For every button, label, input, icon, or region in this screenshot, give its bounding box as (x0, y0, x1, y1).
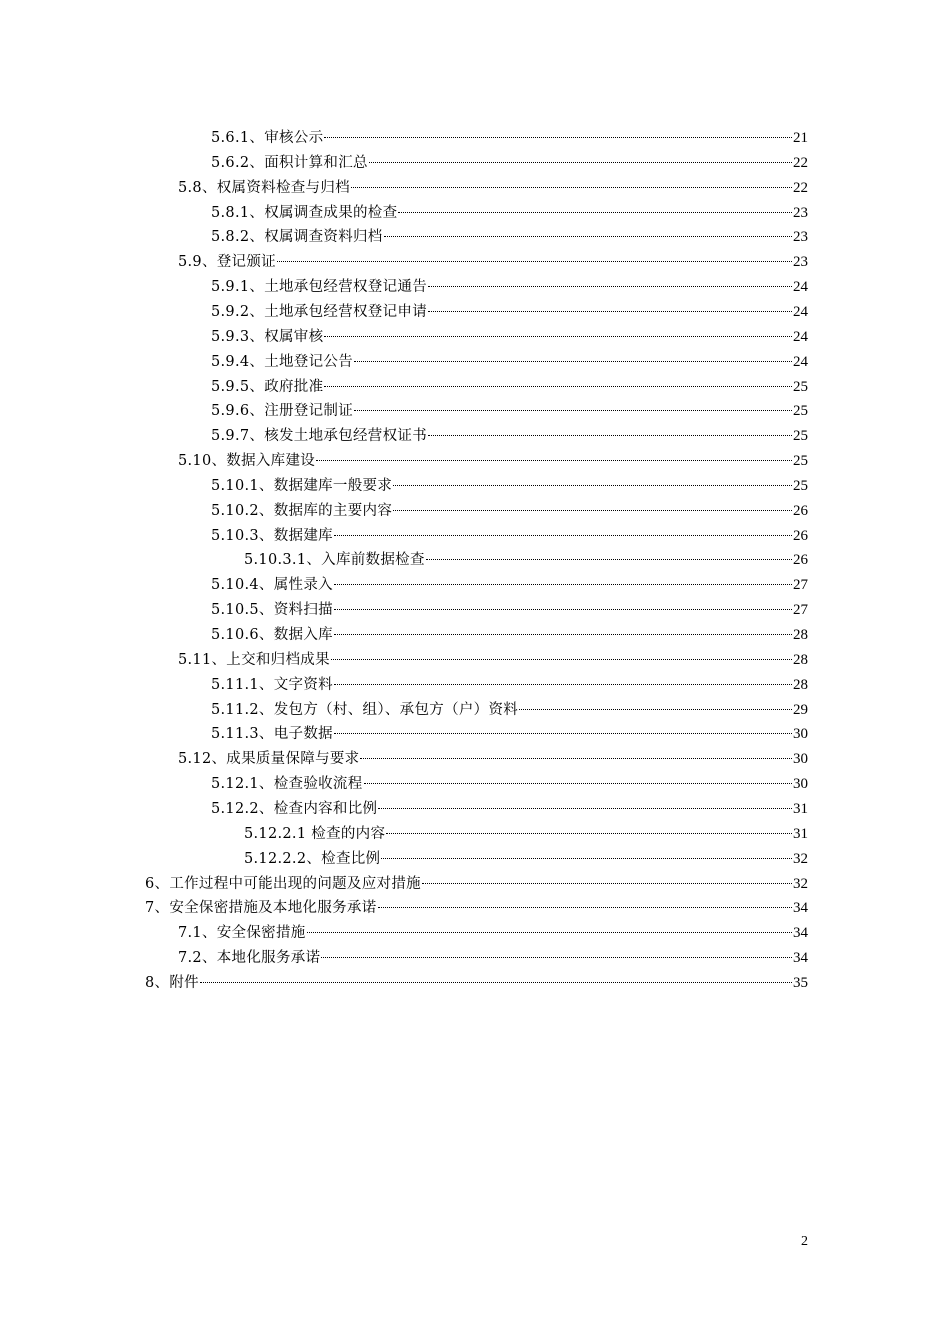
toc-entry-title: 5.12.2.1 检查的内容 (244, 825, 386, 842)
toc-dot-leader (334, 633, 792, 635)
toc-entry[interactable] (211, 275, 808, 299)
toc-entry-title: 5.9.3、权属审核 (211, 328, 324, 345)
toc-entry-title: 5.8.1、权属调查成果的检查 (211, 204, 398, 221)
toc-entry[interactable] (178, 449, 808, 473)
toc-entry-title: 7.1、安全保密措施 (178, 925, 306, 942)
toc-entry[interactable] (211, 375, 808, 399)
toc-entry-page: 30 (793, 726, 808, 743)
toc-entry[interactable] (211, 126, 808, 150)
toc-entry[interactable] (211, 722, 808, 746)
toc-entry-title: 5.10.4、属性录入 (211, 577, 333, 594)
toc-entry-page: 28 (793, 627, 808, 643)
toc-entry[interactable] (178, 648, 808, 672)
toc-entry[interactable] (211, 573, 808, 597)
toc-dot-leader (324, 385, 792, 387)
toc-entry-page: 31 (793, 825, 808, 842)
toc-entry-page: 25 (793, 428, 808, 445)
toc-dot-leader (428, 285, 792, 287)
toc-entry-page: 30 (793, 776, 808, 793)
toc-dot-leader (428, 434, 792, 436)
toc-dot-leader (519, 708, 792, 710)
toc-entry-page: 26 (793, 552, 808, 569)
toc-entry-title: 5.11.2、发包方（村、组）、承包方（户）资料 (211, 701, 519, 718)
toc-entry-title: 5.10.5、资料扫描 (211, 602, 333, 619)
toc-entry[interactable] (211, 623, 808, 647)
toc-entry-title: 5.9.4、土地登记公告 (211, 353, 353, 370)
toc-dot-leader (331, 658, 792, 660)
toc-dot-leader (316, 459, 792, 461)
toc-entry-page: 23 (793, 204, 808, 221)
toc-entry[interactable] (211, 797, 808, 821)
toc-dot-leader (393, 509, 792, 511)
toc-dot-leader (351, 186, 792, 188)
toc-entry-title: 5.8.2、权属调查资料归档 (211, 229, 383, 246)
toc-dot-leader (364, 782, 792, 784)
toc-entry[interactable] (178, 921, 808, 945)
toc-entry[interactable] (244, 822, 808, 846)
toc-entry-page: 32 (793, 875, 808, 892)
toc-entry-page: 25 (793, 403, 808, 420)
toc-entry-page: 31 (793, 800, 808, 817)
toc-entry-title: 5.11、上交和归档成果 (178, 651, 330, 668)
toc-entry-page: 35 (793, 974, 808, 991)
toc-entry-page: 27 (793, 577, 808, 594)
toc-dot-leader (354, 360, 792, 362)
toc-dot-leader (422, 882, 792, 884)
toc-entry[interactable] (211, 524, 808, 548)
toc-dot-leader (334, 534, 792, 536)
toc-entry[interactable] (211, 499, 808, 523)
toc-entry-page: 34 (793, 900, 808, 917)
toc-entry-title: 7.2、本地化服务承诺 (178, 950, 321, 967)
page-number: 2 (801, 1234, 808, 1249)
toc-entry[interactable] (178, 946, 808, 970)
toc-entry-title: 5.9、登记颁证 (178, 254, 276, 271)
toc-entry-title: 5.9.2、土地承包经营权登记申请 (211, 303, 427, 320)
toc-entry-page: 25 (793, 477, 808, 494)
toc-dot-leader (384, 235, 792, 237)
toc-entry-title: 5.10.3、数据建库 (211, 527, 333, 544)
toc-entry-page: 27 (793, 602, 808, 619)
toc-entry[interactable] (145, 872, 808, 896)
toc-dot-leader (334, 583, 792, 585)
toc-entry-page: 29 (793, 701, 808, 718)
toc-entry-page: 26 (793, 527, 808, 544)
toc-entry[interactable] (211, 598, 808, 622)
toc-entry-title: 5.11.1、文字资料 (211, 676, 333, 693)
toc-entry-title: 5.9.6、注册登记制证 (211, 403, 353, 420)
toc-entry[interactable] (211, 399, 808, 423)
toc-entry[interactable] (211, 673, 808, 697)
toc-dot-leader (381, 857, 792, 859)
toc-entry[interactable] (244, 548, 808, 572)
toc-entry-title: 5.12.2.2、检查比例 (244, 850, 381, 867)
toc-entry[interactable] (178, 747, 808, 771)
toc-entry[interactable] (178, 176, 808, 200)
toc-dot-leader (334, 683, 792, 685)
toc-entry[interactable] (211, 424, 808, 448)
toc-entry-page: 28 (793, 651, 808, 668)
toc-entry-title: 5.12.2、检查内容和比例 (211, 800, 378, 817)
toc-dot-leader (354, 409, 792, 411)
toc-entry-title: 5.6.2、面积计算和汇总 (211, 154, 368, 171)
toc-entry[interactable] (211, 350, 808, 374)
toc-entry-title: 5.9.1、土地承包经营权登记通告 (211, 279, 427, 296)
toc-entry[interactable] (211, 151, 808, 175)
toc-entry[interactable] (211, 772, 808, 796)
toc-entry[interactable] (211, 201, 808, 225)
toc-entry-page: 26 (793, 502, 808, 519)
toc-entry-title: 5.12、成果质量保障与要求 (178, 751, 360, 768)
toc-dot-leader (426, 558, 792, 560)
toc-entry[interactable] (211, 325, 808, 349)
toc-entry-page: 25 (793, 378, 808, 395)
toc-dot-leader (369, 161, 792, 163)
toc-entry[interactable] (211, 698, 808, 722)
toc-dot-leader (324, 136, 792, 138)
toc-entry-page: 32 (793, 850, 808, 867)
toc-entry-page: 23 (793, 229, 808, 246)
toc-entry-page: 23 (793, 254, 808, 271)
toc-dot-leader (321, 956, 792, 958)
toc-entry[interactable] (211, 225, 808, 249)
toc-entry-title: 5.10.3.1、入库前数据检查 (244, 552, 425, 569)
toc-entry-page: 24 (793, 353, 808, 370)
toc-entry-page: 25 (793, 453, 808, 470)
toc-entry-page: 21 (793, 130, 808, 146)
toc-entry[interactable] (145, 896, 808, 920)
toc-entry[interactable] (211, 474, 808, 498)
toc-dot-leader (334, 608, 792, 610)
toc-dot-leader (307, 931, 792, 933)
toc-entry-title: 5.10、数据入库建设 (178, 453, 316, 470)
toc-dot-leader (277, 260, 792, 262)
toc-entry[interactable] (145, 971, 808, 995)
toc-entry[interactable] (178, 250, 808, 274)
toc-entry-page: 28 (793, 676, 808, 693)
toc-dot-leader (386, 832, 792, 834)
toc-entry[interactable] (244, 847, 808, 871)
toc-entry-title: 5.9.5、政府批准 (211, 378, 324, 395)
toc-entry-page: 30 (793, 751, 808, 768)
toc-dot-leader (324, 335, 792, 337)
toc-entry-page: 24 (793, 279, 808, 296)
toc-dot-leader (378, 906, 792, 908)
toc-entry-page: 24 (793, 328, 808, 345)
toc-dot-leader (360, 757, 792, 759)
toc-entry-title: 8、附件 (145, 974, 199, 991)
toc-entry-page: 34 (793, 925, 808, 942)
toc-entry-title: 5.11.3、电子数据 (211, 726, 333, 743)
toc-dot-leader (378, 807, 792, 809)
toc-entry-title: 5.12.1、检查验收流程 (211, 776, 363, 793)
toc-entry-title: 7、安全保密措施及本地化服务承诺 (145, 900, 377, 917)
toc-entry-title: 5.10.6、数据入库 (211, 627, 333, 643)
toc-entry-title: 5.8、权属资料检查与归档 (178, 179, 350, 196)
toc-entry-page: 22 (793, 154, 808, 171)
toc-entry-title: 6、工作过程中可能出现的问题及应对措施 (145, 875, 421, 892)
toc-entry-title: 5.10.1、数据建库一般要求 (211, 477, 393, 494)
toc-entry-page: 24 (793, 303, 808, 320)
toc-dot-leader (428, 310, 792, 312)
toc-dot-leader (398, 211, 792, 213)
toc-dot-leader (393, 484, 792, 486)
toc-entry[interactable] (211, 300, 808, 324)
toc-entry-title: 5.6.1、审核公示 (211, 130, 324, 146)
toc-entry-page: 34 (793, 950, 808, 967)
toc-entry-title: 5.10.2、数据库的主要内容 (211, 502, 393, 519)
toc-entry-title: 5.9.7、核发土地承包经营权证书 (211, 428, 427, 445)
toc-dot-leader (200, 981, 792, 983)
toc-entry-page: 22 (793, 179, 808, 196)
toc-dot-leader (334, 732, 792, 734)
